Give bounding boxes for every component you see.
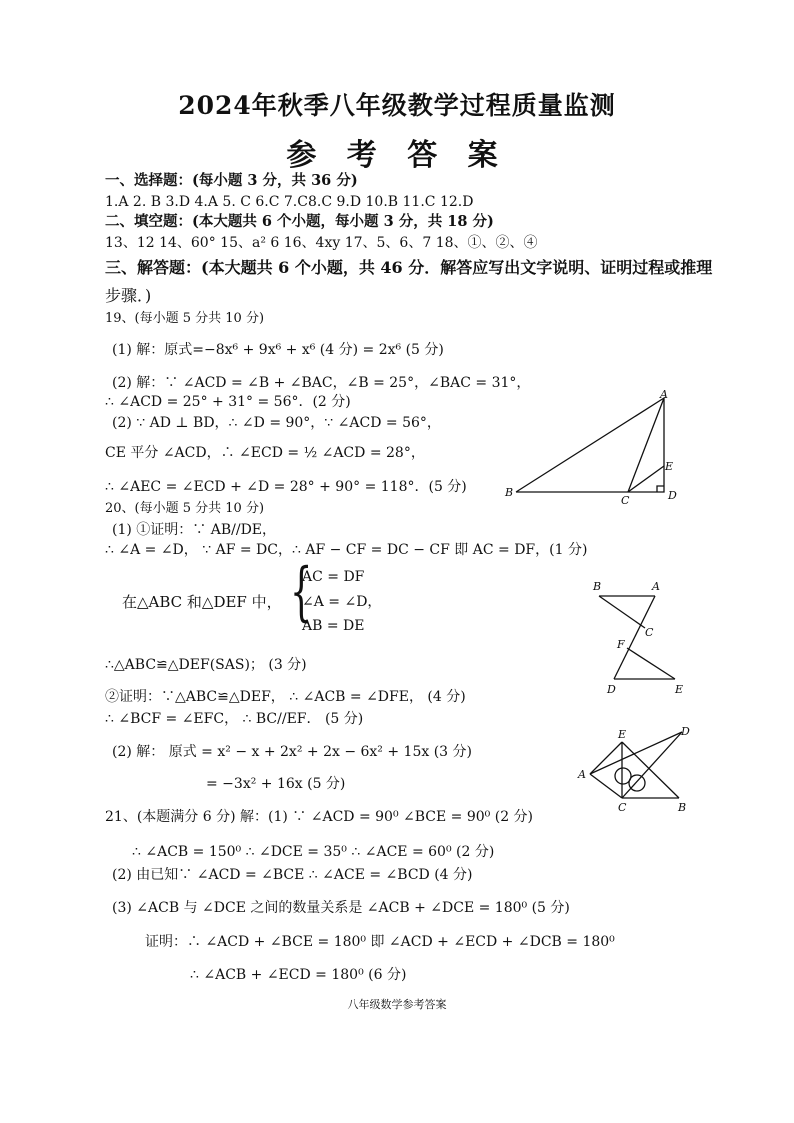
label-d: D: [607, 683, 616, 696]
q20-line7: = −3x² + 16x (5 分): [206, 776, 346, 792]
label-f: F: [617, 638, 625, 651]
brace: {: [290, 555, 313, 629]
segment-ac: [590, 774, 622, 798]
triangles-figure-q20: [585, 576, 700, 698]
q20-line4: ②证明：∵△ABC≌△DEF， ∴ ∠ACB = ∠DFE， (4 分): [105, 689, 466, 705]
q20-line5: ∴ ∠BCF = ∠EFC， ∴ BC//EF． (5 分): [105, 711, 364, 727]
q21-line5: 证明：∴ ∠ACD + ∠BCE = 180⁰ 即 ∠ACD + ∠ECD + ∠DCB = 180⁰: [145, 934, 615, 950]
segment-ae: [590, 742, 622, 774]
q19-line4: (2) ∵ AD ⊥ BD，∴ ∠D = 90°，∵ ∠ACD = 56°，: [112, 415, 441, 431]
q19-line2: (2) 解：∵ ∠ACD = ∠B + ∠BAC，∠B = 25°，∠BAC = 31°，: [112, 375, 531, 391]
q21-line2: ∴ ∠ACB = 150⁰ ∴ ∠DCE = 35⁰ ∴ ∠ACE = 60⁰ (2 分): [132, 844, 495, 860]
q20-intro: 在△ABC 和△DEF 中，: [122, 593, 282, 611]
q21-line1: 21、(本题满分 6 分) 解：(1) ∵ ∠ACD = 90⁰ ∠BCE = 90⁰ (2 分): [105, 809, 534, 825]
segment-bc: [599, 596, 645, 628]
q19-line5: CE 平分 ∠ACD，∴ ∠ECD = ½ ∠ACD = 28°，: [105, 445, 425, 461]
label-e: E: [675, 683, 684, 696]
q19-line1: (1) 解：原式=−8x⁶ + 9x⁶ + x⁶ (4 分) = 2x⁶ (5 分): [112, 342, 444, 358]
segment-ad: [590, 732, 682, 774]
label-b: B: [678, 801, 687, 814]
segment-eb: [622, 742, 679, 798]
section2-heading: 二、填空题：(本大题共 6 个小题，每小题 3 分，共 18 分): [105, 213, 494, 230]
label-c: C: [618, 801, 627, 814]
q20-line1: (1) ①证明：∵ AB//DE，: [112, 522, 277, 538]
q21-line4: (3) ∠ACB 与 ∠DCE 之间的数量关系是 ∠ACB + ∠DCE = 180⁰ (5 分): [112, 900, 570, 916]
label-c: C: [621, 494, 630, 506]
label-a: A: [652, 580, 660, 593]
segment-ac: [628, 398, 664, 492]
label-b: B: [593, 580, 602, 593]
q20-condition3: AB = DE: [302, 618, 365, 634]
page-footer: 八年级数学参考答案: [347, 998, 447, 1011]
q20-line6: (2) 解： 原式 = x² − x + 2x² + 2x − 6x² + 15x (3 分): [112, 744, 472, 760]
section3-heading-line1: [105, 257, 712, 279]
triangle-figure-q19: [500, 388, 690, 506]
q20-condition1: AC = DF: [302, 569, 365, 585]
label-d: D: [668, 489, 677, 502]
q19-line3: ∴ ∠ACD = 25° + 31° = 56°．(2 分): [105, 394, 351, 410]
section3-heading-line2: 步骤．): [105, 286, 152, 305]
q19-line6: ∴ ∠AEC = ∠ECD + ∠D = 28° + 90° = 118°．(5 分): [105, 479, 467, 495]
label-a: A: [578, 768, 586, 781]
section2-answers: 13、12 14、60° 15、a² 6 16、4xy 17、5、6、7 18、①、②、④: [105, 235, 538, 251]
label-b: B: [505, 486, 514, 499]
label-e: E: [618, 728, 627, 741]
q21-line3: (2) 由已知∵ ∠ACD = ∠BCE ∴ ∠ACE = ∠BCD (4 分): [112, 867, 473, 883]
triangle-abd-outline: [516, 398, 664, 492]
label-d: D: [681, 725, 690, 738]
angle-circle-right: [629, 775, 645, 791]
q20-line2: ∴ ∠A = ∠D， ∵ AF = DC，∴ AF − CF = DC − CF 即 AC = DF，(1 分): [105, 542, 588, 558]
q21-line6: ∴ ∠ACB + ∠ECD = 180⁰ (6 分): [190, 967, 407, 983]
q20-condition2: ∠A = ∠D，: [302, 594, 382, 610]
label-a: A: [660, 388, 668, 401]
page-title: 2024年秋季八年级教学过程质量监测: [178, 91, 616, 120]
label-c: C: [645, 626, 654, 639]
segment-ef: [627, 648, 675, 679]
right-angle-mark: [657, 486, 664, 492]
q19-header: 19、(每小题 5 分共 10 分): [105, 311, 265, 326]
section3-heading-text: 三、解答题：(本大题共 6 个小题，共 46 分．解答应写出文字说明、证明过程或推理: [105, 258, 713, 277]
section1-answers: 1.A 2. B 3.D 4.A 5. C 6.C 7.C8.C 9.D 10.B 11.C 12.D: [105, 194, 474, 210]
label-e: E: [665, 460, 674, 473]
page-subtitle: 参 考 答 案: [286, 138, 508, 173]
q20-line3: ∴△ABC≌△DEF(SAS)； (3 分): [105, 657, 307, 673]
triangles-figure-q21: [575, 722, 695, 814]
section1-heading: 一、选择题：(每小题 3 分，共 36 分): [105, 172, 358, 189]
q20-header: 20、(每小题 5 分共 10 分): [105, 501, 265, 516]
